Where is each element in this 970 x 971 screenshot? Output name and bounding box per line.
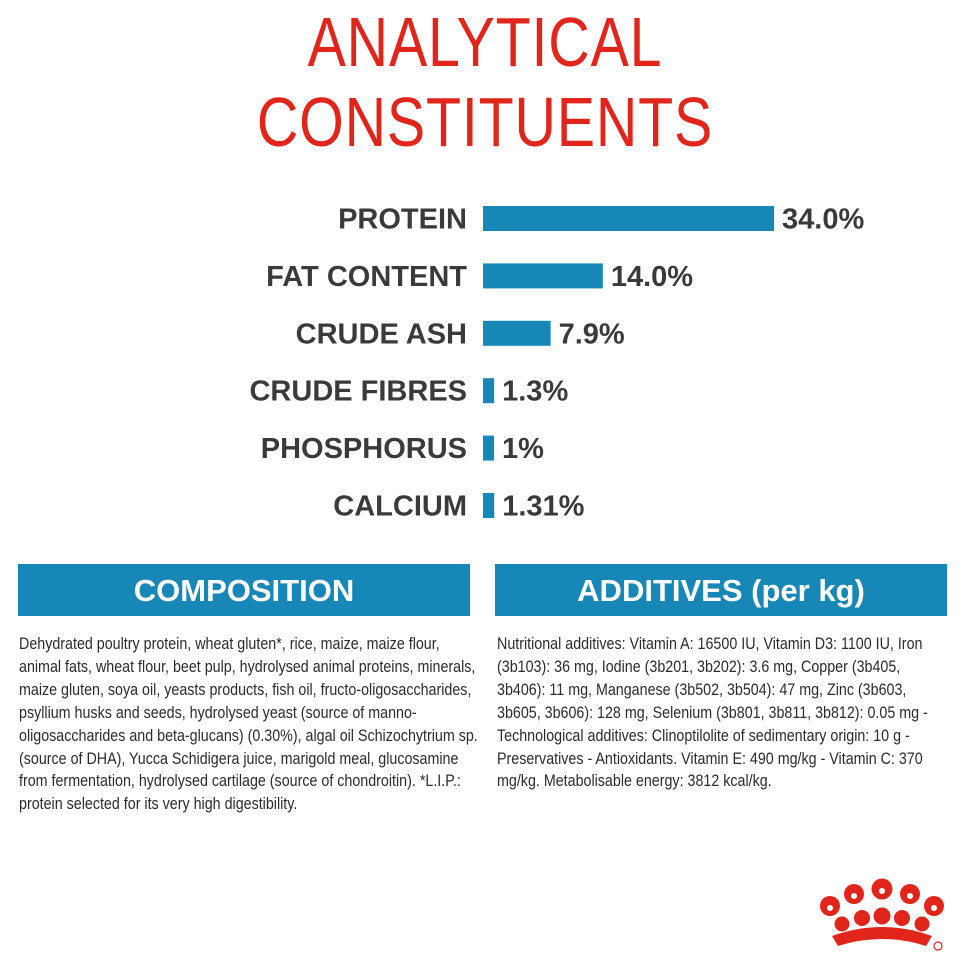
bar-crude-fibres [483, 378, 494, 403]
bar-fat-content [483, 263, 603, 288]
value-label: 7.9% [558, 318, 625, 351]
analytical-constituents-chart [0, 185, 970, 530]
title-line-2: CONSTITUENTS [256, 83, 714, 161]
additives-heading: ADDITIVES (per kg) [577, 573, 865, 608]
composition-header [18, 566, 470, 616]
category-label: CRUDE ASH [295, 318, 467, 351]
value-label: 1% [502, 433, 544, 466]
bar-phosphorus [483, 436, 494, 461]
value-label: 14.0% [610, 260, 694, 293]
bar-protein [483, 206, 774, 231]
composition-text: Dehydrated poultry protein, wheat gluten*, rice, maize, maize flour, animal fats, wheat flour, beet pulp, hydrolysed animal proteins, minerals, maize gluten, soya oil, yeasts products, fish oil, fructo-oligosaccharides, psyllium husks and seeds, hydrolysed yeast (source of manno-oligosaccharides and beta-glucans) (0.30%), algal oil Schizochytrium sp. (source of DHA), Yucca Schidigera juice, marigold meal, glucosamine from fermentation, hydrolysed cartilage (source of chondroitin). *L.I.P.: protein selected for its very high digestibility. [19, 634, 478, 814]
value-label: 1.31% [502, 490, 585, 523]
title-line-1: ANALYTICAL [307, 3, 663, 81]
category-label: CALCIUM [333, 490, 467, 523]
composition-heading: COMPOSITION [133, 573, 355, 608]
page-title [87, 2, 882, 162]
additives-text: Nutritional additives: Vitamin A: 16500 IU, Vitamin D3: 1100 IU, Iron (3b103): 36 mg, Iodine (3b201, 3b202): 3.6 mg, Copper (3b405, 3b406): 11 mg, Manganese (3b502, 3b504): 47 mg, Zinc (3b603, 3b605, 3b606): 128 mg, Selenium (3b801, 3b811, 3b812): 0.05 mg - Technological additives: Clinoptilolite of sedimentary origin: 10 g - Preservatives - Antioxidants. Vitamin E: 490 mg/kg - Vitamin C: 370 mg/kg. Metabolisable energy: 3812 kcal/kg. [497, 634, 928, 791]
value-label: 34.0% [782, 203, 865, 236]
category-label: PHOSPHORUS [260, 433, 467, 466]
category-label: CRUDE FIBRES [249, 375, 467, 408]
bar-calcium [483, 493, 494, 518]
value-label: 1.3% [502, 375, 569, 408]
category-label: PROTEIN [338, 203, 467, 236]
bar-crude-ash [483, 321, 551, 346]
category-label: FAT CONTENT [266, 260, 467, 293]
additives-header [495, 566, 947, 616]
crown-icon [812, 878, 952, 958]
